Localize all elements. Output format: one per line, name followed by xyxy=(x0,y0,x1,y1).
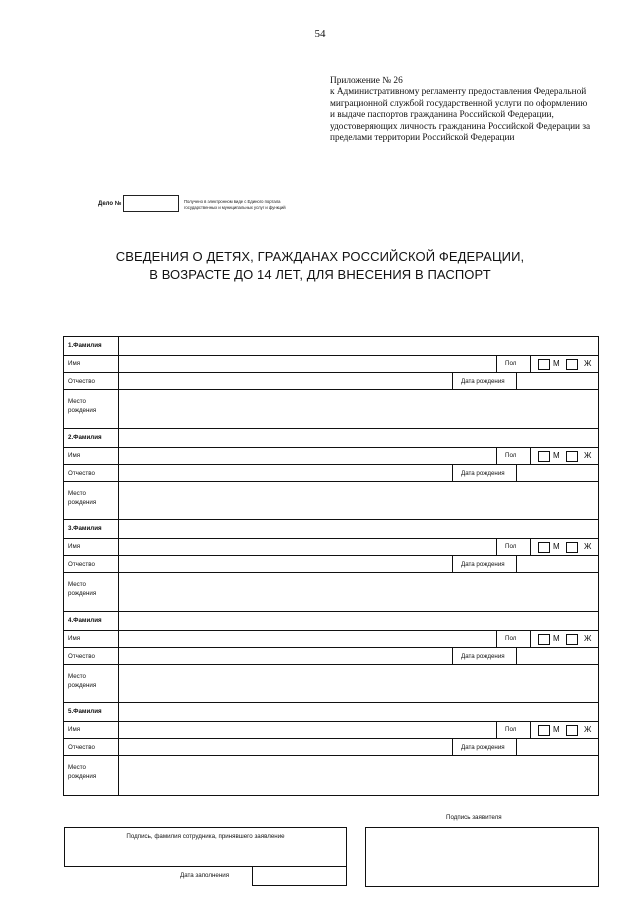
male-label: М xyxy=(553,359,560,368)
birth-date-label: Дата рождения xyxy=(461,652,505,660)
name-field[interactable] xyxy=(119,448,494,464)
patronymic-field[interactable] xyxy=(119,648,449,664)
patronymic-label: Отчество xyxy=(68,561,95,569)
annex-title: Приложение № 26 xyxy=(330,76,403,86)
surname-field[interactable] xyxy=(119,520,598,538)
column-divider xyxy=(452,465,453,481)
electronic-receipt-note xyxy=(184,199,334,211)
birthplace-label: рождения xyxy=(68,590,97,598)
birth-date-label: Дата рождения xyxy=(461,378,505,385)
surname-label: 2.Фамилия xyxy=(68,433,102,441)
birthplace-field[interactable] xyxy=(119,665,598,703)
name-label: Имя xyxy=(68,360,81,367)
female-label: Ж xyxy=(584,725,592,735)
birthplace-label: Место xyxy=(68,672,86,680)
surname-row xyxy=(64,337,598,356)
patronymic-field[interactable] xyxy=(119,739,449,755)
male-checkbox[interactable] xyxy=(538,359,550,370)
surname-field[interactable] xyxy=(119,703,598,721)
column-divider xyxy=(496,448,497,464)
name-row xyxy=(64,631,598,648)
children-form-table xyxy=(63,336,599,796)
surname-label: 4.Фамилия xyxy=(68,616,102,624)
name-row xyxy=(64,722,598,739)
sex-label: Пол xyxy=(505,543,517,551)
column-divider xyxy=(496,539,497,555)
name-label: Имя xyxy=(68,451,81,459)
patronymic-row xyxy=(64,739,598,756)
fill-date-label: Дата заполнения xyxy=(180,872,230,879)
birthplace-label: рождения xyxy=(68,407,97,414)
surname-field[interactable] xyxy=(119,612,598,630)
birthplace-label: Место xyxy=(68,398,86,405)
name-label: Имя xyxy=(68,543,81,551)
column-divider xyxy=(496,722,497,738)
surname-label: 5.Фамилия xyxy=(68,708,102,716)
patronymic-row xyxy=(64,556,598,573)
surname-label: 1.Фамилия xyxy=(68,342,102,349)
male-label: М xyxy=(553,633,560,643)
patronymic-label: Отчество xyxy=(68,469,95,477)
birth-date-field[interactable] xyxy=(517,465,598,481)
name-field[interactable] xyxy=(119,631,494,647)
birthplace-label: Место xyxy=(68,489,86,497)
male-checkbox[interactable] xyxy=(538,634,550,645)
patronymic-row xyxy=(64,373,598,390)
male-checkbox[interactable] xyxy=(538,725,550,736)
patronymic-row xyxy=(64,465,598,482)
female-checkbox[interactable] xyxy=(566,542,578,553)
annex-line: пределами территории Российской Федерации xyxy=(330,133,515,144)
birthplace-label: Место xyxy=(68,581,86,589)
surname-label: 3.Фамилия xyxy=(68,525,102,533)
patronymic-row xyxy=(64,648,598,665)
patronymic-label: Отчество xyxy=(68,378,95,385)
surname-row xyxy=(64,703,598,722)
sex-label: Пол xyxy=(505,451,517,459)
surname-field[interactable] xyxy=(119,429,598,447)
note-line: Получено в электронном виде с Единого портала xyxy=(184,199,281,204)
staff-signature-label: Подпись, фамилия сотрудника, принявшего заявление xyxy=(126,833,285,840)
applicant-signature-field[interactable] xyxy=(365,827,599,887)
male-checkbox[interactable] xyxy=(538,451,550,462)
page-number: 54 xyxy=(314,28,326,40)
male-checkbox[interactable] xyxy=(538,542,550,553)
female-label: Ж xyxy=(584,450,592,460)
female-checkbox[interactable] xyxy=(566,359,578,370)
column-divider xyxy=(530,448,531,464)
birthplace-field[interactable] xyxy=(119,573,598,611)
female-checkbox[interactable] xyxy=(566,634,578,645)
sex-label: Пол xyxy=(505,726,517,734)
name-field[interactable] xyxy=(119,356,494,372)
annex-line: миграционной службой государственной услуги по оформлению xyxy=(330,98,588,109)
name-row xyxy=(64,539,598,556)
patronymic-field[interactable] xyxy=(119,556,449,572)
column-divider xyxy=(496,356,497,372)
surname-row xyxy=(64,520,598,539)
form-title-line: В ВОЗРАСТЕ ДО 14 ЛЕТ, ДЛЯ ВНЕСЕНИЯ В ПАСПОРТ xyxy=(149,267,491,282)
female-label: Ж xyxy=(584,633,592,643)
fill-date-field[interactable] xyxy=(252,866,347,886)
column-divider xyxy=(452,739,453,755)
staff-signature-box[interactable] xyxy=(64,827,347,867)
surname-field[interactable] xyxy=(119,337,598,355)
name-field[interactable] xyxy=(119,539,494,555)
patronymic-field[interactable] xyxy=(119,373,449,389)
birthplace-label: Место xyxy=(68,764,86,772)
female-label: Ж xyxy=(584,542,592,552)
birthplace-field[interactable] xyxy=(119,390,598,428)
name-label: Имя xyxy=(68,726,81,734)
sex-label: Пол xyxy=(505,360,517,367)
sex-label: Пол xyxy=(505,634,517,642)
annex-line: и выдаче паспортов гражданина Российской Федерации, xyxy=(330,110,554,121)
surname-row xyxy=(64,612,598,631)
female-checkbox[interactable] xyxy=(566,451,578,462)
name-row xyxy=(64,356,598,373)
column-divider xyxy=(530,631,531,647)
birth-date-field[interactable] xyxy=(517,739,598,755)
birthplace-label: рождения xyxy=(68,773,97,781)
name-field[interactable] xyxy=(119,722,494,738)
patronymic-field[interactable] xyxy=(119,465,449,481)
birthplace-row xyxy=(64,756,598,795)
annex-line: удостоверяющих личность гражданина Российской Федерации за xyxy=(330,121,591,132)
birth-date-label: Дата рождения xyxy=(461,744,505,752)
patronymic-label: Отчество xyxy=(68,652,95,660)
form-title xyxy=(0,248,640,284)
birth-date-label: Дата рождения xyxy=(461,561,505,569)
column-divider xyxy=(452,373,453,389)
annex-line: к Административному регламенту предоставления Федеральной xyxy=(330,87,587,98)
annex-block xyxy=(330,76,610,144)
name-label: Имя xyxy=(68,634,81,642)
case-number-field[interactable] xyxy=(123,195,179,212)
column-divider xyxy=(496,631,497,647)
column-divider xyxy=(530,539,531,555)
column-divider xyxy=(452,648,453,664)
patronymic-label: Отчество xyxy=(68,744,95,752)
column-divider xyxy=(452,556,453,572)
name-row xyxy=(64,448,598,465)
male-label: М xyxy=(553,542,560,552)
birth-date-field[interactable] xyxy=(517,648,598,664)
male-label: М xyxy=(553,725,560,735)
note-line: государственных и муниципальных услуг и функций xyxy=(184,205,286,210)
form-title-line: СВЕДЕНИЯ О ДЕТЯХ, ГРАЖДАНАХ РОССИЙСКОЙ ФЕДЕРАЦИИ, xyxy=(115,249,525,264)
applicant-signature-label: Подпись заявителя xyxy=(446,814,502,821)
female-checkbox[interactable] xyxy=(566,725,578,736)
surname-row xyxy=(64,429,598,448)
birthplace-row xyxy=(64,482,598,521)
column-divider xyxy=(530,356,531,372)
female-label: Ж xyxy=(584,359,592,368)
birthplace-row xyxy=(64,665,598,704)
birthplace-row xyxy=(64,390,598,429)
birth-date-field[interactable] xyxy=(517,373,598,389)
case-number-label: Дело № xyxy=(98,201,122,207)
birth-date-label: Дата рождения xyxy=(461,469,505,477)
male-label: М xyxy=(553,450,560,460)
birthplace-label: рождения xyxy=(68,498,97,506)
birthplace-label: рождения xyxy=(68,681,97,689)
birthplace-row xyxy=(64,573,598,612)
column-divider xyxy=(530,722,531,738)
birth-date-field[interactable] xyxy=(517,556,598,572)
birthplace-field[interactable] xyxy=(119,482,598,520)
birthplace-field[interactable] xyxy=(119,756,598,795)
